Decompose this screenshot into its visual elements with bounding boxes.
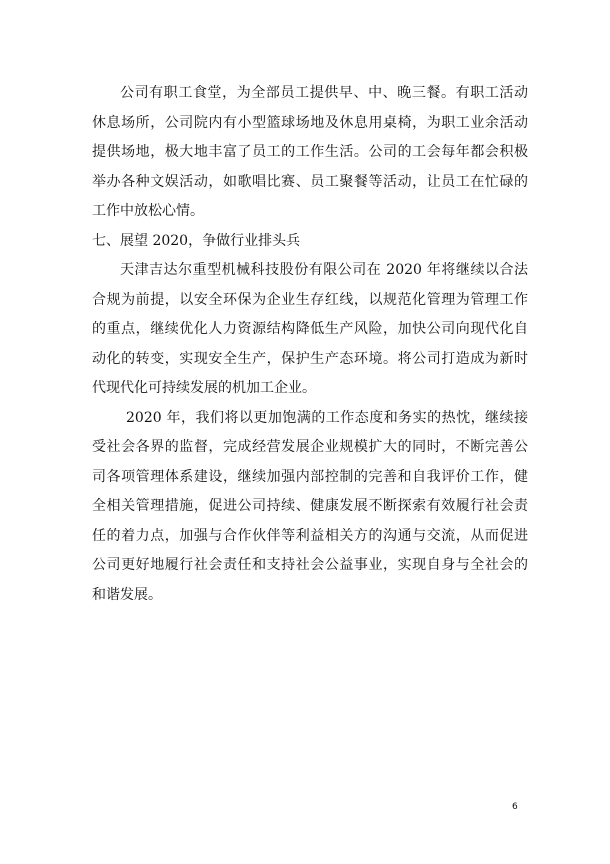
paragraph-line: 任的着力点，加强与合作伙伴等利益相关方的沟通与交流，从而促进 <box>92 527 528 544</box>
paragraph-line: 合规为前提，以安全环保为企业生存红线，以规范化管理为管理工作 <box>92 291 528 308</box>
paragraph-line: 动化的转变，实现安全生产，保护生产态环境。将公司打造成为新时 <box>92 350 528 367</box>
paragraph-line: 全相关管理措施，促进公司持续、健康发展不断探索有效履行社会责 <box>92 498 528 514</box>
paragraph-line: 提供场地，极大地丰富了员工的工作生活。公司的工会每年都会积极 <box>92 144 528 160</box>
section-heading: 七、展望 2020，争做行业排头兵 <box>92 232 301 249</box>
paragraph-line: 代现代化可持续发展的机加工企业。 <box>92 380 316 396</box>
paragraph-line: 2020 年，我们将以更加饱满的工作态度和务实的热忱，继续接 <box>126 409 528 426</box>
paragraph-line: 的重点，继续优化人力资源结构降低生产风险，加快公司向现代化自 <box>92 321 528 337</box>
paragraph-line: 受社会各界的监督，完成经营发展企业规模扩大的同时，不断完善公 <box>92 439 528 455</box>
paragraph-cafeteria <box>92 79 528 227</box>
paragraph-line: 司各项管理体系建设，继续加强内部控制的完善和自我评价工作，健 <box>92 468 528 485</box>
paragraph-line: 天津吉达尔重型机械科技股份有限公司在 2020 年将继续以合法 <box>120 262 528 278</box>
paragraph-line: 工作中放松心情。 <box>92 203 204 219</box>
paragraph-line: 举办各种文娱活动，如歌唱比赛、员工聚餐等活动，让员工在忙碌的 <box>92 173 528 190</box>
page-number: 6 <box>512 802 518 812</box>
paragraph-line: 公司有职工食堂，为全部员工提供早、中、晚三餐。有职工活动 <box>120 85 528 101</box>
paragraph-line: 和谐发展。 <box>92 586 162 603</box>
paragraph-2020-plan <box>92 404 528 611</box>
paragraph-line: 休息场所，公司院内有小型篮球场地及休息用桌椅，为职工业余活动 <box>92 114 528 131</box>
paragraph-outlook <box>92 256 528 404</box>
paragraph-line: 公司更好地履行社会责任和支持社会公益事业，实现自身与全社会的 <box>92 557 528 573</box>
body-text <box>92 79 528 610</box>
